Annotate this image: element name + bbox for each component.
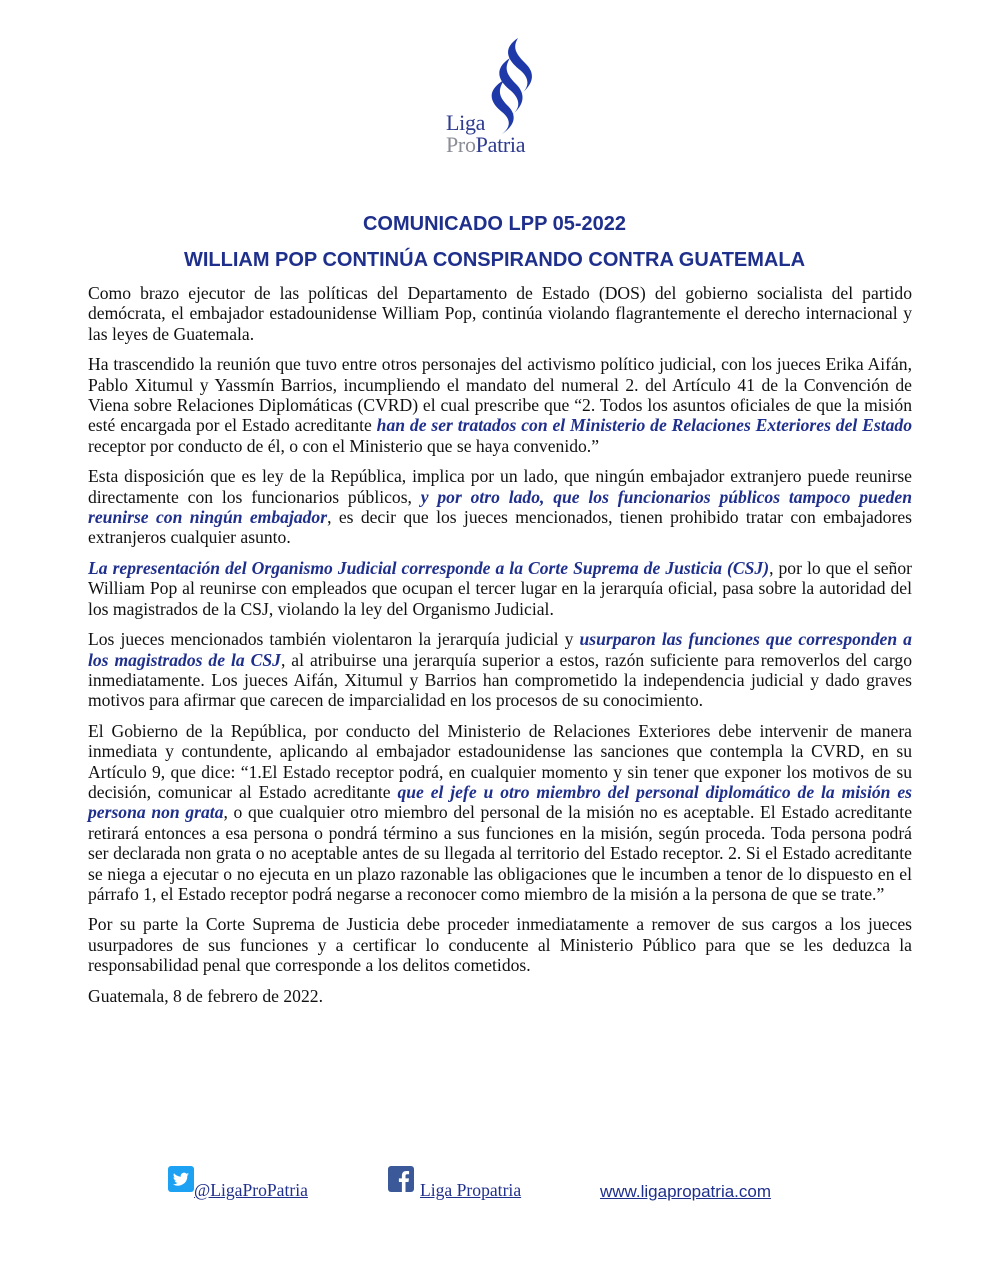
paragraph-2-text-c: receptor por conducto de él, o con el Ministerio que se haya convenido.”: [88, 435, 600, 456]
logo-text-propatria: [446, 134, 525, 156]
paragraph-2-text-a: Ha trascendido la reunión que tuvo entre otros personajes del activismo político judicial, con los jueces Erika Aifán, Pablo Xitumul y Yassmín Barrios, incumpliendo el mandato del numeral 2. del Artículo 41 de la Convención de Viena sobre Relaciones Diplomáticas (CVRD) el cual prescribe que “2. Todos los asuntos oficiales de que la misión esté encargada por el Estado acreditante: [88, 354, 912, 436]
logo-text-liga: Liga: [446, 110, 486, 135]
paragraph-5-emphasis: usurparon las funciones que corresponden a los magistrados de la CSJ: [88, 629, 912, 670]
communique-title: COMUNICADO LPP 05-2022: [362, 213, 627, 235]
twitter-handle-link[interactable]: @LigaProPatria: [194, 1180, 308, 1200]
paragraph-4: [88, 558, 912, 619]
paragraph-4-text-b: , por lo que el señor William Pop al reunirse con empleados que ocupan el tercer lugar en la jerarquía oficial, pasa sobre la autoridad del los magistrados de la CSJ, violando la ley del Organismo Judicial.: [88, 557, 912, 619]
communique-subtitle: WILLIAM POP CONTINÚA CONSPIRANDO CONTRA GUATEMALA: [183, 249, 806, 271]
paragraph-2: [88, 354, 912, 456]
paragraph-5-text-c: , al atribuirse una jerarquía superior a estos, razón suficiente para removerlos del cargo inmediatamente. Los jueces Aifán, Xitumul y Barrios han comprometido la independencia judicial y dado graves motivos para afirmar que carecen de imparcialidad en los procesos de su conocimiento.: [88, 649, 912, 711]
paragraph-3-text-a: Esta disposición que es ley de la República, implica por un lado, que ningún embajador extranjero puede reunirse directamente con los funcionarios públicos,: [88, 466, 912, 507]
twitter-bird-icon: [168, 1166, 194, 1192]
logo-text-patria: Patria: [475, 132, 526, 157]
communique-body: [88, 283, 912, 1016]
paragraph-4-emphasis: La representación del Organismo Judicial corresponde a la Corte Suprema de Justicia (CSJ): [88, 557, 770, 578]
paragraph-7: Por su parte la Corte Suprema de Justicia debe proceder inmediatamente a remover de sus cargos a los jueces usurpadores de sus funciones y a certificar lo conducente al Ministerio Público para que se les deduzca la responsabilidad penal que corresponde a los delitos cometidos.: [88, 914, 912, 976]
paragraph-6-text-a: El Gobierno de la República, por conducto del Ministerio de Relaciones Exteriores debe intervenir de manera inmediata y contundente, aplicando al embajador estadounidense las sanciones que contempla la CVRD, en su Artículo 9, que dice: “1.El Estado receptor podrá, en cualquier momento y sin tener que exponer los motivos de su decisión, comunicar al Estado acreditante: [88, 720, 912, 802]
paragraph-3-emphasis: y por otro lado, que los funcionarios públicos tampoco pueden reunirse con ningún embajador: [88, 486, 913, 528]
paragraph-6-text-c: , o que cualquier otro miembro del personal de la misión no es aceptable. El Estado acreditante retirará entonces a esa persona o pondrá término a sus funciones en la misión, según proceda. Toda persona podrá ser declarada non grata o no aceptable antes de su llegada al territorio del Estado receptor. 2. Si el Estado acreditante se niega a ejecutar o no ejecuta en un plazo razonable las obligaciones que le incumben a tenor de lo dispuesto en el párrafo 1, el Estado receptor podrá negarse a reconocer como miembro de la misión a la persona de que se trate.”: [88, 802, 912, 904]
paragraph-6-emphasis: que el jefe u otro miembro del personal diplomático de la misión es persona non grata: [88, 781, 912, 823]
facebook-f-icon: [388, 1166, 414, 1192]
paragraph-1: Como brazo ejecutor de las políticas del Departamento de Estado (DOS) del gobierno socialista del partido demócrata, el embajador estadounidense William Pop, continúa violando flagrantemente el derecho internacional y las leyes de Guatemala.: [88, 283, 912, 344]
logo-text-pro: Pro: [446, 132, 476, 157]
paragraph-5-text-a: Los jueces mencionados también violentaron la jerarquía judicial y: [88, 629, 580, 650]
paragraph-3-text-c: , es decir que los jueces mencionados, tienen prohibido tratar con embajadores extranjeros cualquier asunto.: [88, 507, 912, 548]
document-date: Guatemala, 8 de febrero de 2022.: [88, 985, 323, 1006]
paragraph-3: [88, 466, 912, 548]
paragraph-2-emphasis: han de ser tratados con el Ministerio de Relaciones Exteriores del Estado: [376, 415, 912, 436]
paragraph-6: [88, 721, 912, 905]
facebook-page-link[interactable]: Liga Propatria: [420, 1180, 522, 1200]
paragraph-5: [88, 629, 912, 711]
website-link[interactable]: www.ligapropatria.com: [600, 1182, 772, 1201]
